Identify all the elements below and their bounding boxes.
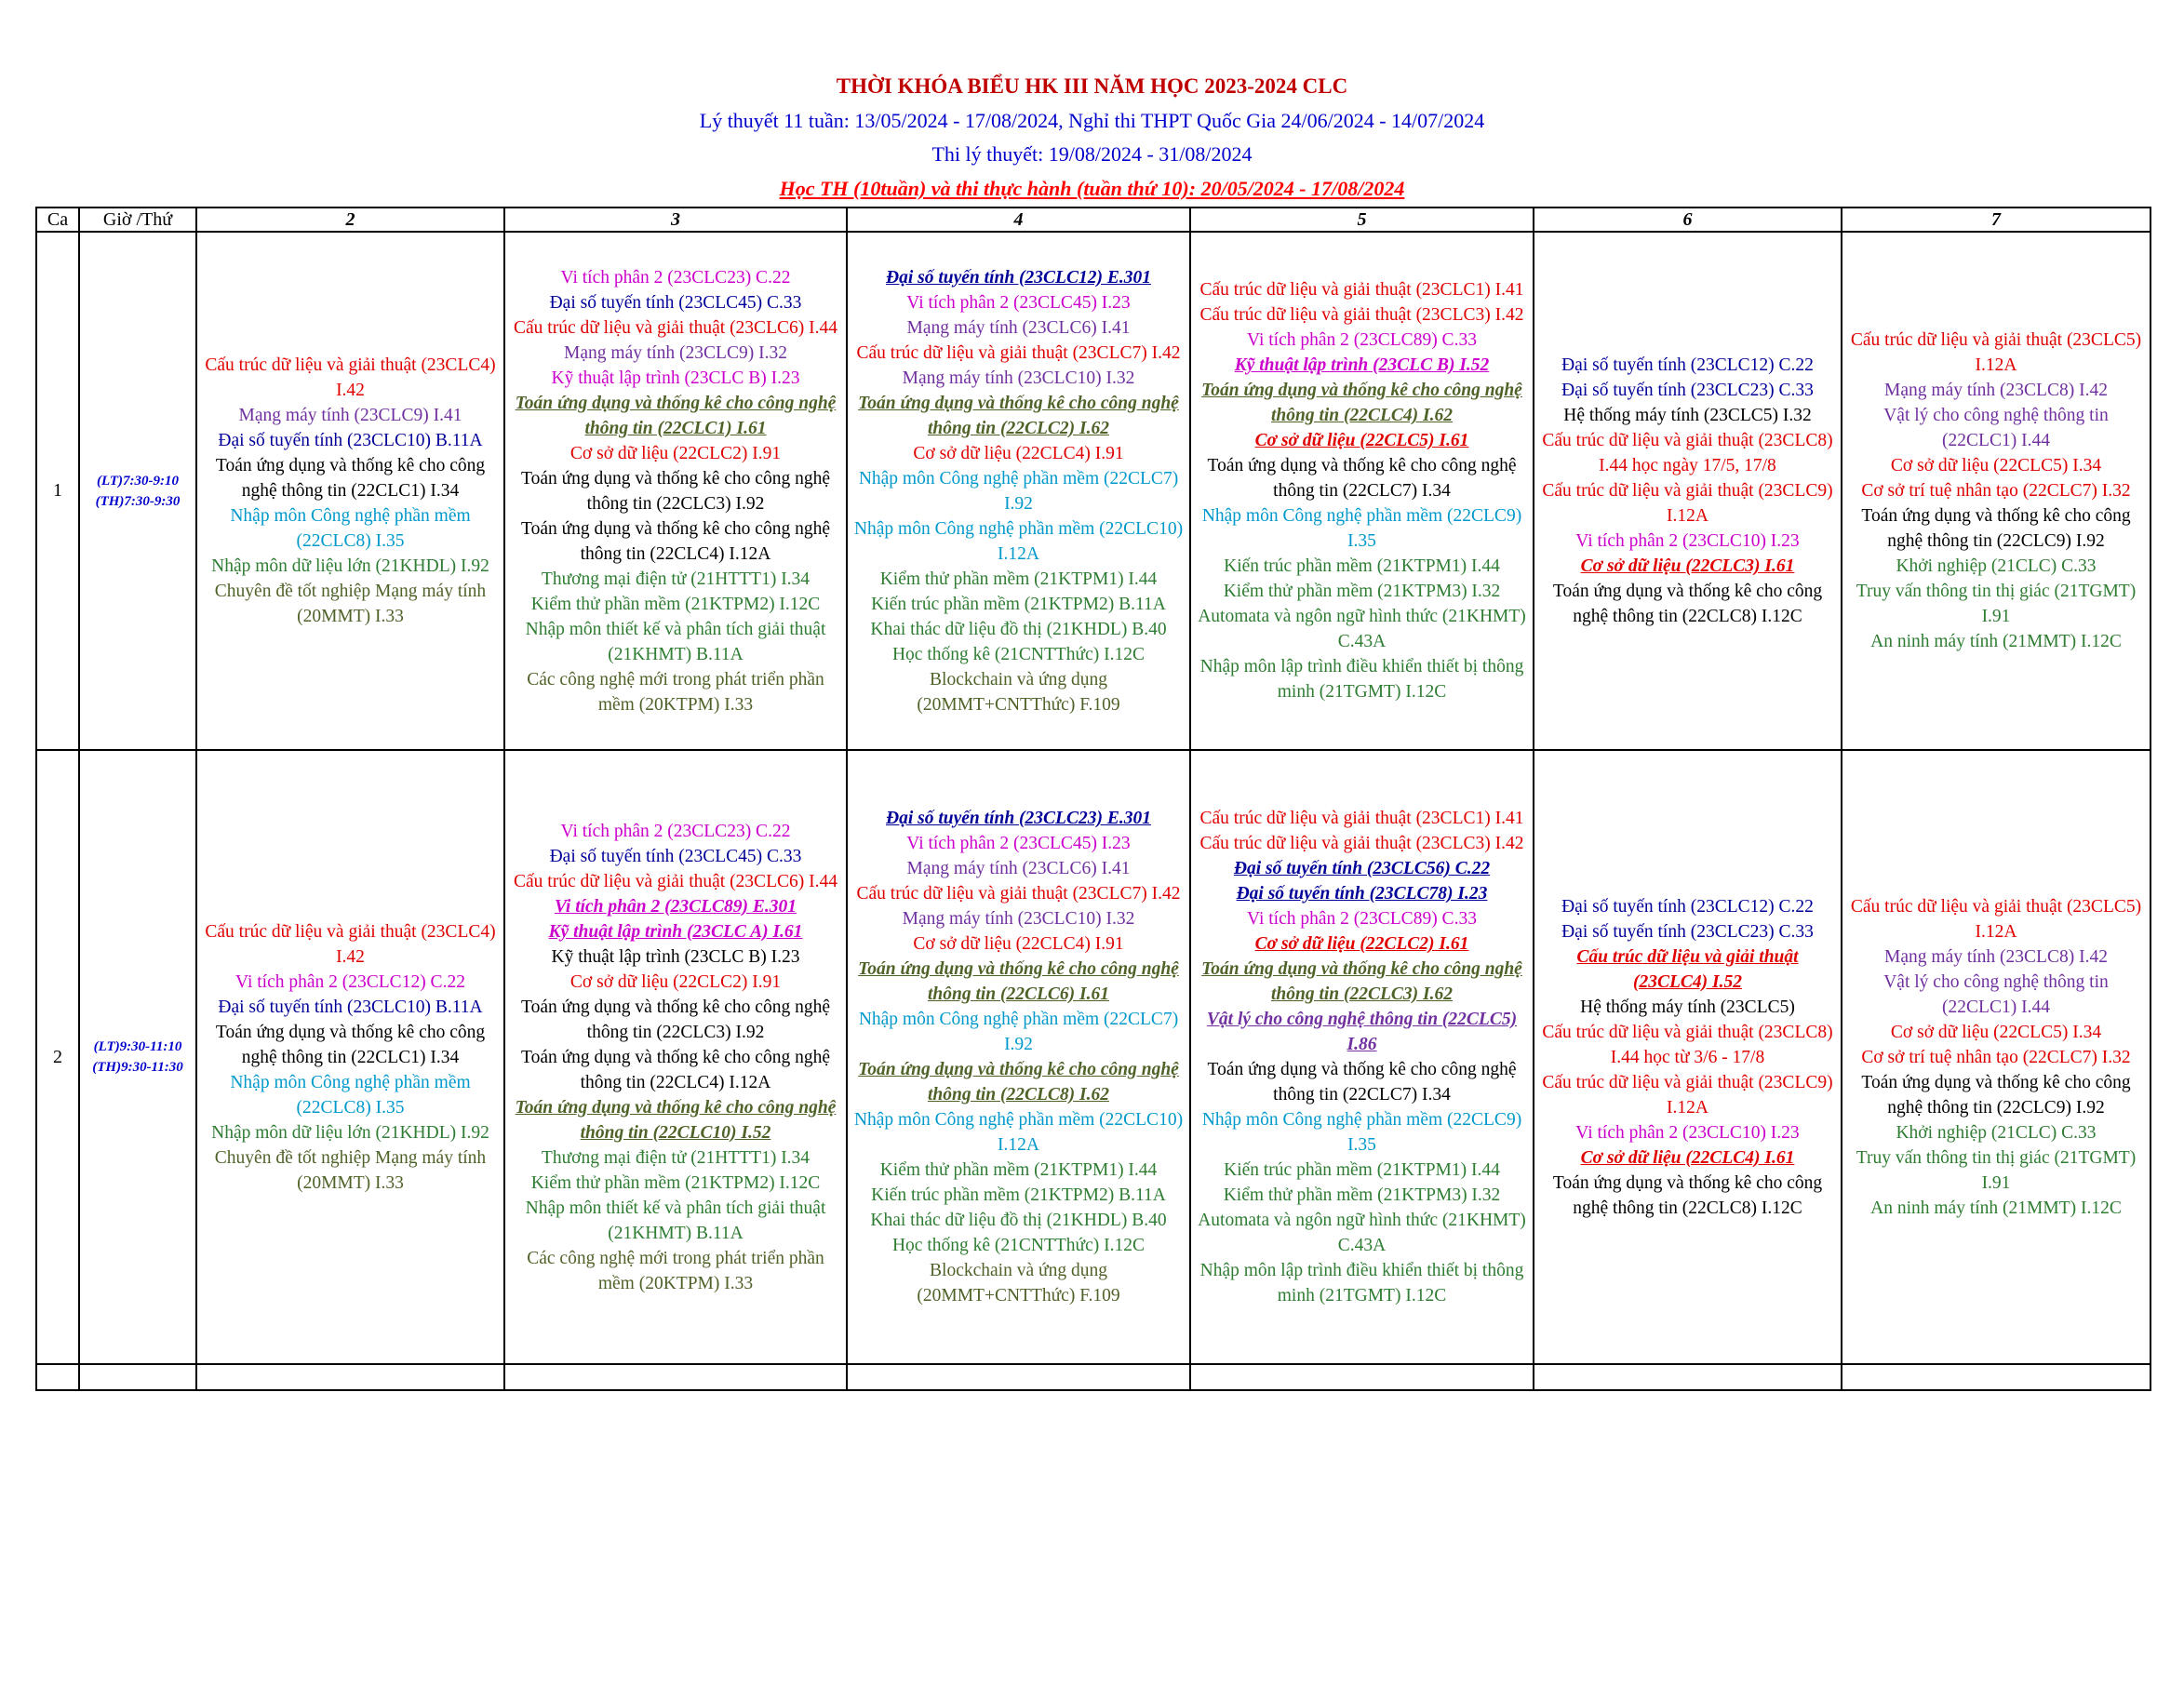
session-number: 1 (36, 232, 79, 750)
course-entry: Blockchain và ứng dụng (20MMT+CNTThức) F.109 (917, 669, 1120, 715)
course-entry: Đại số tuyến tính (23CLC10) B.11A (218, 997, 483, 1017)
course-entry: Đại số tuyến tính (23CLC45) C.33 (549, 846, 802, 866)
session-time (79, 750, 196, 1363)
course-entry: Cấu trúc dữ liệu và giải thuật (23CLC6) I.44 (514, 317, 837, 338)
course-entry: Toán ứng dụng và thống kê cho công nghệ thông tin (22CLC8) I.12C (1552, 582, 1823, 627)
course-entry: Cơ sở dữ liệu (22CLC4) I.91 (913, 934, 1124, 955)
course-entry: Toán ứng dụng và thống kê cho công nghệ thông tin (22CLC7) I.34 (1207, 1060, 1517, 1105)
course-entry: Kiến trúc phần mềm (21KTPM2) B.11A (871, 594, 1166, 614)
course-entry: Kiểm thử phần mềm (21KTPM2) I.12C (530, 1172, 821, 1193)
day-cell (1534, 750, 1842, 1363)
course-entry: Chuyên đề tốt nghiệp Mạng máy tính (20MMT) I.33 (214, 1147, 487, 1193)
time-theory: (LT)9:30-11:10 (93, 1039, 182, 1055)
empty-cell (79, 1364, 196, 1390)
course-entry: Đại số tuyến tính (23CLC12) C.22 (1561, 355, 1814, 376)
course-entry: Mạng máy tính (23CLC9) I.32 (564, 342, 787, 363)
course-entry: Nhập môn lập trình điều khiển thiết bị thông minh (21TGMT) I.12C (1199, 1261, 1524, 1306)
course-entry: Blockchain và ứng dụng (20MMT+CNTThức) F.109 (917, 1261, 1120, 1306)
course-entry: Toán ứng dụng và thống kê cho công nghệ thông tin (22CLC2) I.62 (858, 393, 1179, 438)
time-practice: (TH)9:30-11:30 (92, 1060, 183, 1076)
course-entry: Kỹ thuật lập trình (23CLC B) I.23 (551, 946, 800, 967)
course-entry: Cấu trúc dữ liệu và giải thuật (23CLC5) I.12A (1850, 896, 2142, 942)
course-entry: Toán ứng dụng và thống kê cho công nghệ thông tin (22CLC1) I.34 (215, 456, 486, 502)
col-header-ca: Ca (36, 208, 79, 232)
course-entry: Thương mại điện tử (21HTTT1) I.34 (541, 1147, 811, 1168)
course-entry: Đại số tuyến tính (23CLC56) C.22 (1233, 859, 1491, 879)
course-entry: Mạng máy tính (23CLC9) I.41 (238, 406, 462, 426)
day-cell (196, 750, 504, 1363)
course-entry: Cấu trúc dữ liệu và giải thuật (23CLC4) I.52 (1576, 946, 1799, 992)
course-entry: Truy vấn thông tin thị giác (21TGMT) I.91 (1856, 582, 2137, 627)
course-entry: Nhập môn Công nghệ phần mềm (22CLC9) I.35 (1201, 506, 1522, 552)
time-practice: (TH)7:30-9:30 (95, 493, 181, 509)
course-entry: Cấu trúc dữ liệu và giải thuật (23CLC7) I.42 (856, 884, 1181, 904)
course-entry: Toán ứng dụng và thống kê cho công nghệ thông tin (22CLC6) I.61 (858, 959, 1179, 1005)
course-entry: Khai thác dữ liệu đồ thị (21KHDL) B.40 (870, 1211, 1167, 1231)
course-entry: Nhập môn Công nghệ phần mềm (22CLC10) I.12A (853, 518, 1184, 564)
course-entry: Automata và ngôn ngữ hình thức (21KHMT) C.43A (1198, 607, 1526, 652)
course-entry: Nhập môn Công nghệ phần mềm (22CLC8) I.35 (230, 1072, 471, 1118)
course-entry: Học thống kê (21CNTThức) I.12C (891, 1236, 1146, 1256)
timetable-header-row (36, 208, 2151, 232)
course-entry: Khởi nghiệp (21CLC) C.33 (1896, 1122, 2097, 1143)
course-entry: Cấu trúc dữ liệu và giải thuật (23CLC3) I.42 (1199, 305, 1524, 326)
day-cell (196, 232, 504, 750)
course-entry: An ninh máy tính (21MMT) I.12C (1870, 632, 2122, 652)
course-entry: Toán ứng dụng và thống kê cho công nghệ thông tin (22CLC4) I.12A (521, 1047, 830, 1092)
course-entry: Toán ứng dụng và thống kê cho công nghệ thông tin (22CLC4) I.62 (1201, 381, 1522, 426)
col-header-day-2: 2 (196, 208, 504, 232)
course-entry: Mạng máy tính (23CLC10) I.32 (902, 368, 1135, 388)
day-cell (1842, 232, 2151, 750)
course-entry: Các công nghệ mới trong phát triển phần mềm (20KTPM) I.33 (527, 669, 824, 715)
course-entry: Toán ứng dụng và thống kê cho công nghệ thông tin (22CLC7) I.34 (1207, 456, 1517, 502)
course-entry: Cấu trúc dữ liệu và giải thuật (23CLC8) I.44 học ngày 17/5, 17/8 (1542, 431, 1833, 476)
course-entry: Chuyên đề tốt nghiệp Mạng máy tính (20MMT) I.33 (214, 582, 487, 627)
course-entry: Đại số tuyến tính (23CLC12) E.301 (886, 267, 1151, 288)
course-entry: Vi tích phân 2 (23CLC45) I.23 (906, 292, 1131, 313)
course-entry: Mạng máy tính (23CLC6) I.41 (906, 859, 1131, 879)
theory-period-line: Lý thuyết 11 tuần: 13/05/2024 - 17/08/2024, Nghỉ thi THPT Quốc Gia 24/06/2024 - 14/07/2024 (699, 109, 1485, 132)
course-entry: Nhập môn thiết kế và phân tích giải thuật (21KHMT) B.11A (525, 1198, 826, 1243)
empty-cell (196, 1364, 504, 1390)
course-entry: Nhập môn Công nghệ phần mềm (22CLC10) I.12A (853, 1110, 1184, 1156)
course-entry: Thương mại điện tử (21HTTT1) I.34 (541, 569, 811, 589)
day-cell (1190, 232, 1534, 750)
session-row-1 (36, 232, 2151, 750)
course-entry: Cơ sở dữ liệu (22CLC2) I.91 (569, 971, 782, 992)
col-header-day-6: 6 (1534, 208, 1842, 232)
day-cell (1190, 750, 1534, 1363)
course-entry: Hệ thống máy tính (23CLC5) I.32 (1563, 406, 1812, 426)
course-entry: Cấu trúc dữ liệu và giải thuật (23CLC1) I.41 (1199, 280, 1524, 301)
day-cell (504, 232, 847, 750)
session-number: 2 (36, 750, 79, 1363)
course-entry: Nhập môn Công nghệ phần mềm (22CLC8) I.35 (230, 506, 471, 552)
course-entry: Vi tích phân 2 (23CLC89) C.33 (1247, 330, 1477, 351)
course-entry: Cơ sở dữ liệu (22CLC4) I.91 (913, 443, 1124, 463)
course-entry: Toán ứng dụng và thống kê cho công nghệ thông tin (22CLC9) I.92 (1861, 506, 2131, 552)
course-entry: Đại số tuyến tính (23CLC23) C.33 (1561, 921, 1814, 942)
col-header-time: Giờ /Thứ (79, 208, 196, 232)
course-entry: Vi tích phân 2 (23CLC10) I.23 (1575, 1122, 1800, 1143)
course-entry: Mạng máy tính (23CLC10) I.32 (902, 909, 1135, 930)
course-entry: Khởi nghiệp (21CLC) C.33 (1896, 556, 2097, 577)
course-entry: Khai thác dữ liệu đồ thị (21KHDL) B.40 (870, 619, 1167, 639)
course-entry: Cơ sở dữ liệu (22CLC4) I.61 (1580, 1147, 1795, 1168)
course-entry: Cấu trúc dữ liệu và giải thuật (23CLC3) I.42 (1199, 834, 1524, 854)
course-entry: Học thống kê (21CNTThức) I.12C (891, 644, 1146, 664)
course-entry: Đại số tuyến tính (23CLC12) C.22 (1561, 896, 1814, 917)
course-entry: Automata và ngôn ngữ hình thức (21KHMT) C.43A (1198, 1211, 1526, 1256)
course-entry: Truy vấn thông tin thị giác (21TGMT) I.91 (1856, 1147, 2137, 1193)
course-entry: Toán ứng dụng và thống kê cho công nghệ thông tin (22CLC3) I.62 (1201, 959, 1522, 1005)
course-entry: Toán ứng dụng và thống kê cho công nghệ thông tin (22CLC1) I.34 (215, 1022, 486, 1067)
course-entry: Đại số tuyến tính (23CLC45) C.33 (549, 292, 802, 313)
empty-cell (504, 1364, 847, 1390)
course-entry: Đại số tuyến tính (23CLC10) B.11A (218, 431, 483, 451)
course-entry: Cấu trúc dữ liệu và giải thuật (23CLC8) I.44 học từ 3/6 - 17/8 (1542, 1022, 1833, 1067)
course-entry: Cơ sở trí tuệ nhân tạo (22CLC7) I.32 (1861, 1047, 2131, 1067)
course-entry: Toán ứng dụng và thống kê cho công nghệ thông tin (22CLC10) I.52 (515, 1097, 837, 1143)
course-entry: Vi tích phân 2 (23CLC45) I.23 (906, 834, 1131, 854)
course-entry: Vật lý cho công nghệ thông tin (22CLC1) I.44 (1883, 971, 2109, 1017)
day-cell (847, 750, 1190, 1363)
course-entry: Kỹ thuật lập trình (23CLC A) I.61 (548, 921, 803, 942)
empty-cell (1842, 1364, 2151, 1390)
course-entry: Vi tích phân 2 (23CLC89) C.33 (1247, 909, 1477, 930)
course-entry: Cơ sở trí tuệ nhân tạo (22CLC7) I.32 (1861, 481, 2131, 502)
course-entry: Kỹ thuật lập trình (23CLC B) I.52 (1234, 355, 1490, 376)
course-entry: Nhập môn Công nghệ phần mềm (22CLC7) I.92 (858, 468, 1179, 514)
course-entry: Kiểm thử phần mềm (21KTPM3) I.32 (1223, 1185, 1501, 1206)
course-entry: Cấu trúc dữ liệu và giải thuật (23CLC5) I.12A (1850, 330, 2142, 376)
course-entry: Cấu trúc dữ liệu và giải thuật (23CLC4) I.42 (205, 921, 496, 967)
empty-cell (847, 1364, 1190, 1390)
course-entry: An ninh máy tính (21MMT) I.12C (1870, 1198, 2122, 1218)
course-entry: Mạng máy tính (23CLC6) I.41 (906, 317, 1131, 338)
course-entry: Nhập môn dữ liệu lớn (21KHDL) I.92 (211, 1122, 489, 1143)
empty-cell (1534, 1364, 1842, 1390)
course-entry: Cấu trúc dữ liệu và giải thuật (23CLC9) I.12A (1542, 481, 1833, 527)
course-entry: Vi tích phân 2 (23CLC12) C.22 (235, 971, 465, 992)
course-entry: Cấu trúc dữ liệu và giải thuật (23CLC4) I.42 (205, 355, 496, 401)
course-entry: Kiến trúc phần mềm (21KTPM2) B.11A (871, 1185, 1166, 1206)
course-entry: Nhập môn dữ liệu lớn (21KHDL) I.92 (211, 556, 489, 577)
day-cell (1534, 232, 1842, 750)
course-entry: Vi tích phân 2 (23CLC10) I.23 (1575, 531, 1800, 552)
course-entry: Kiểm thử phần mềm (21KTPM3) I.32 (1223, 582, 1501, 602)
course-entry: Cấu trúc dữ liệu và giải thuật (23CLC7) I.42 (856, 342, 1181, 363)
session-row-2 (36, 750, 2151, 1363)
course-entry: Mạng máy tính (23CLC8) I.42 (1884, 381, 2108, 401)
course-entry: Mạng máy tính (23CLC8) I.42 (1884, 946, 2108, 967)
timetable (35, 207, 2151, 1391)
course-entry: Kiểm thử phần mềm (21KTPM1) I.44 (879, 569, 1158, 589)
course-entry: Toán ứng dụng và thống kê cho công nghệ thông tin (22CLC8) I.12C (1552, 1172, 1823, 1218)
col-header-day-5: 5 (1190, 208, 1534, 232)
course-entry: Đại số tuyến tính (23CLC23) C.33 (1561, 381, 1814, 401)
col-header-day-3: 3 (504, 208, 847, 232)
course-entry: Vi tích phân 2 (23CLC89) E.301 (554, 896, 797, 917)
course-entry: Kiểm thử phần mềm (21KTPM1) I.44 (879, 1160, 1158, 1181)
course-entry: Kiểm thử phần mềm (21KTPM2) I.12C (530, 594, 821, 614)
course-entry: Nhập môn Công nghệ phần mềm (22CLC9) I.35 (1201, 1110, 1522, 1156)
course-entry: Kiến trúc phần mềm (21KTPM1) I.44 (1224, 556, 1500, 577)
theory-exam-line: Thi lý thuyết: 19/08/2024 - 31/08/2024 (931, 142, 1253, 166)
course-entry: Kiến trúc phần mềm (21KTPM1) I.44 (1224, 1160, 1500, 1181)
course-entry: Toán ứng dụng và thống kê cho công nghệ thông tin (22CLC3) I.92 (521, 997, 830, 1042)
course-entry: Các công nghệ mới trong phát triển phần mềm (20KTPM) I.33 (527, 1248, 824, 1293)
course-entry: Cấu trúc dữ liệu và giải thuật (23CLC1) I.41 (1199, 809, 1524, 829)
day-cell (504, 750, 847, 1363)
course-entry: Cơ sở dữ liệu (22CLC5) I.34 (1890, 456, 2102, 476)
time-theory: (LT)7:30-9:10 (96, 473, 180, 489)
day-cell (1842, 750, 2151, 1363)
practice-period-line: Học TH (10tuần) và thi thực hành (tuần thứ 10): 20/05/2024 - 17/08/2024 (779, 177, 1405, 200)
course-entry: Cơ sở dữ liệu (22CLC5) I.61 (1254, 431, 1469, 451)
empty-cell (1190, 1364, 1534, 1390)
course-entry: Cấu trúc dữ liệu và giải thuật (23CLC9) I.12A (1542, 1072, 1833, 1118)
course-entry: Cơ sở dữ liệu (22CLC2) I.91 (569, 443, 782, 463)
course-entry: Cơ sở dữ liệu (22CLC5) I.34 (1890, 1022, 2102, 1042)
col-header-day-7: 7 (1842, 208, 2151, 232)
schedule-title: THỜI KHÓA BIỂU HK III NĂM HỌC 2023-2024 CLC (836, 74, 1348, 98)
course-entry: Toán ứng dụng và thống kê cho công nghệ thông tin (22CLC3) I.92 (521, 468, 830, 514)
course-entry: Toán ứng dụng và thống kê cho công nghệ thông tin (22CLC1) I.61 (515, 393, 837, 438)
course-entry: Vi tích phân 2 (23CLC23) C.22 (560, 821, 791, 841)
course-entry: Cơ sở dữ liệu (22CLC3) I.61 (1580, 556, 1795, 577)
course-entry: Nhập môn thiết kế và phân tích giải thuật (21KHMT) B.11A (525, 619, 826, 664)
course-entry: Vi tích phân 2 (23CLC23) C.22 (560, 267, 791, 288)
course-entry: Hệ thống máy tính (23CLC5) (1580, 997, 1795, 1017)
course-entry: Toán ứng dụng và thống kê cho công nghệ thông tin (22CLC8) I.62 (858, 1060, 1179, 1105)
course-entry: Cơ sở dữ liệu (22CLC2) I.61 (1254, 934, 1469, 955)
course-entry: Nhập môn Công nghệ phần mềm (22CLC7) I.92 (858, 1010, 1179, 1055)
session-time (79, 232, 196, 750)
course-entry: Toán ứng dụng và thống kê cho công nghệ thông tin (22CLC9) I.92 (1861, 1072, 2131, 1118)
course-entry: Kỹ thuật lập trình (23CLC B) I.23 (551, 368, 800, 388)
day-cell (847, 232, 1190, 750)
course-entry: Cấu trúc dữ liệu và giải thuật (23CLC6) I.44 (514, 871, 837, 891)
col-header-day-4: 4 (847, 208, 1190, 232)
course-entry: Đại số tuyến tính (23CLC23) E.301 (886, 809, 1151, 829)
empty-row (36, 1364, 2151, 1390)
course-entry: Đại số tuyến tính (23CLC78) I.23 (1236, 884, 1488, 904)
course-entry: Vật lý cho công nghệ thông tin (22CLC5) I.86 (1206, 1010, 1518, 1055)
course-entry: Vật lý cho công nghệ thông tin (22CLC1) I.44 (1883, 406, 2109, 451)
course-entry: Toán ứng dụng và thống kê cho công nghệ thông tin (22CLC4) I.12A (521, 518, 830, 564)
empty-cell (36, 1364, 79, 1390)
course-entry: Nhập môn lập trình điều khiển thiết bị thông minh (21TGMT) I.12C (1199, 657, 1524, 703)
